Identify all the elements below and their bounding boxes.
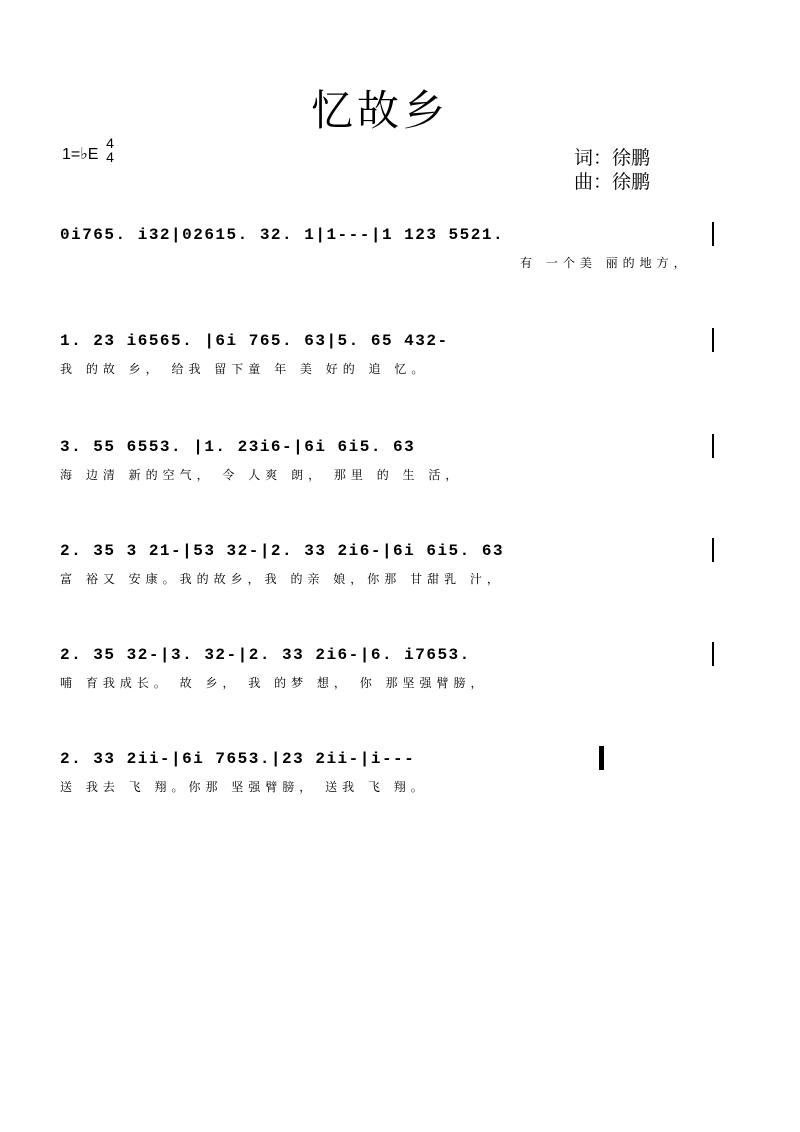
notes-line-5: 2. 35 32-|3. 32-|2. 33 2i6-|6. i7653.	[60, 646, 471, 664]
barline	[712, 642, 714, 666]
score-line-1	[60, 222, 712, 272]
credits	[574, 146, 650, 194]
score-line-3	[60, 434, 712, 484]
lyrics-line-2: 我 的故 乡， 给我 留下童 年 美 好的 追 忆。	[60, 362, 429, 376]
lyrics-line-3: 海 边清 新的空气， 令 人爽 朗， 那里 的 生 活，	[60, 468, 463, 482]
song-title: 忆故乡	[310, 86, 449, 135]
score-line-6	[60, 746, 600, 796]
score-line-4	[60, 538, 712, 588]
lyrics-line-4: 富 裕又 安康。我的故乡，我 的亲 娘，你那 甘甜乳 汁，	[60, 572, 504, 586]
final-barline	[599, 746, 604, 770]
barline	[712, 434, 714, 458]
notes-line-2: 1. 23 i6565. |6i 765. 63|5. 65 432-	[60, 332, 449, 350]
lyrics-line-5: 哺 育我成长。 故 乡， 我 的梦 想， 你 那坚强臂膀，	[60, 676, 488, 690]
barline	[712, 538, 714, 562]
time-signature-bottom: 4	[106, 149, 114, 165]
score-line-2	[60, 328, 712, 378]
score-line-5	[60, 642, 712, 692]
lyricist: 词：徐鹏	[574, 147, 651, 169]
time-signature	[103, 136, 117, 164]
lyrics-line-1: 有 一个美 丽的地方，	[520, 256, 691, 270]
barline	[712, 222, 714, 246]
notes-line-3: 3. 55 6553. |1. 23i6-|6i 6i5. 63	[60, 438, 416, 456]
barline	[712, 328, 714, 352]
notes-line-1: 0i765. i32|02615. 32. 1|1---|1 123 5521.	[60, 226, 505, 244]
lyrics-line-6: 送 我去 飞 翔。你那 坚强臂膀， 送我 飞 翔。	[60, 780, 428, 794]
notes-line-4: 2. 35 3 21-|53 32-|2. 33 2i6-|6i 6i5. 63	[60, 542, 505, 560]
notes-line-6: 2. 33 2ii-|6i 7653.|23 2ii-|i---	[60, 750, 416, 768]
composer: 曲：徐鹏	[574, 171, 651, 193]
time-signature-top: 4	[106, 135, 114, 151]
key-signature: 1=♭E	[62, 146, 99, 163]
